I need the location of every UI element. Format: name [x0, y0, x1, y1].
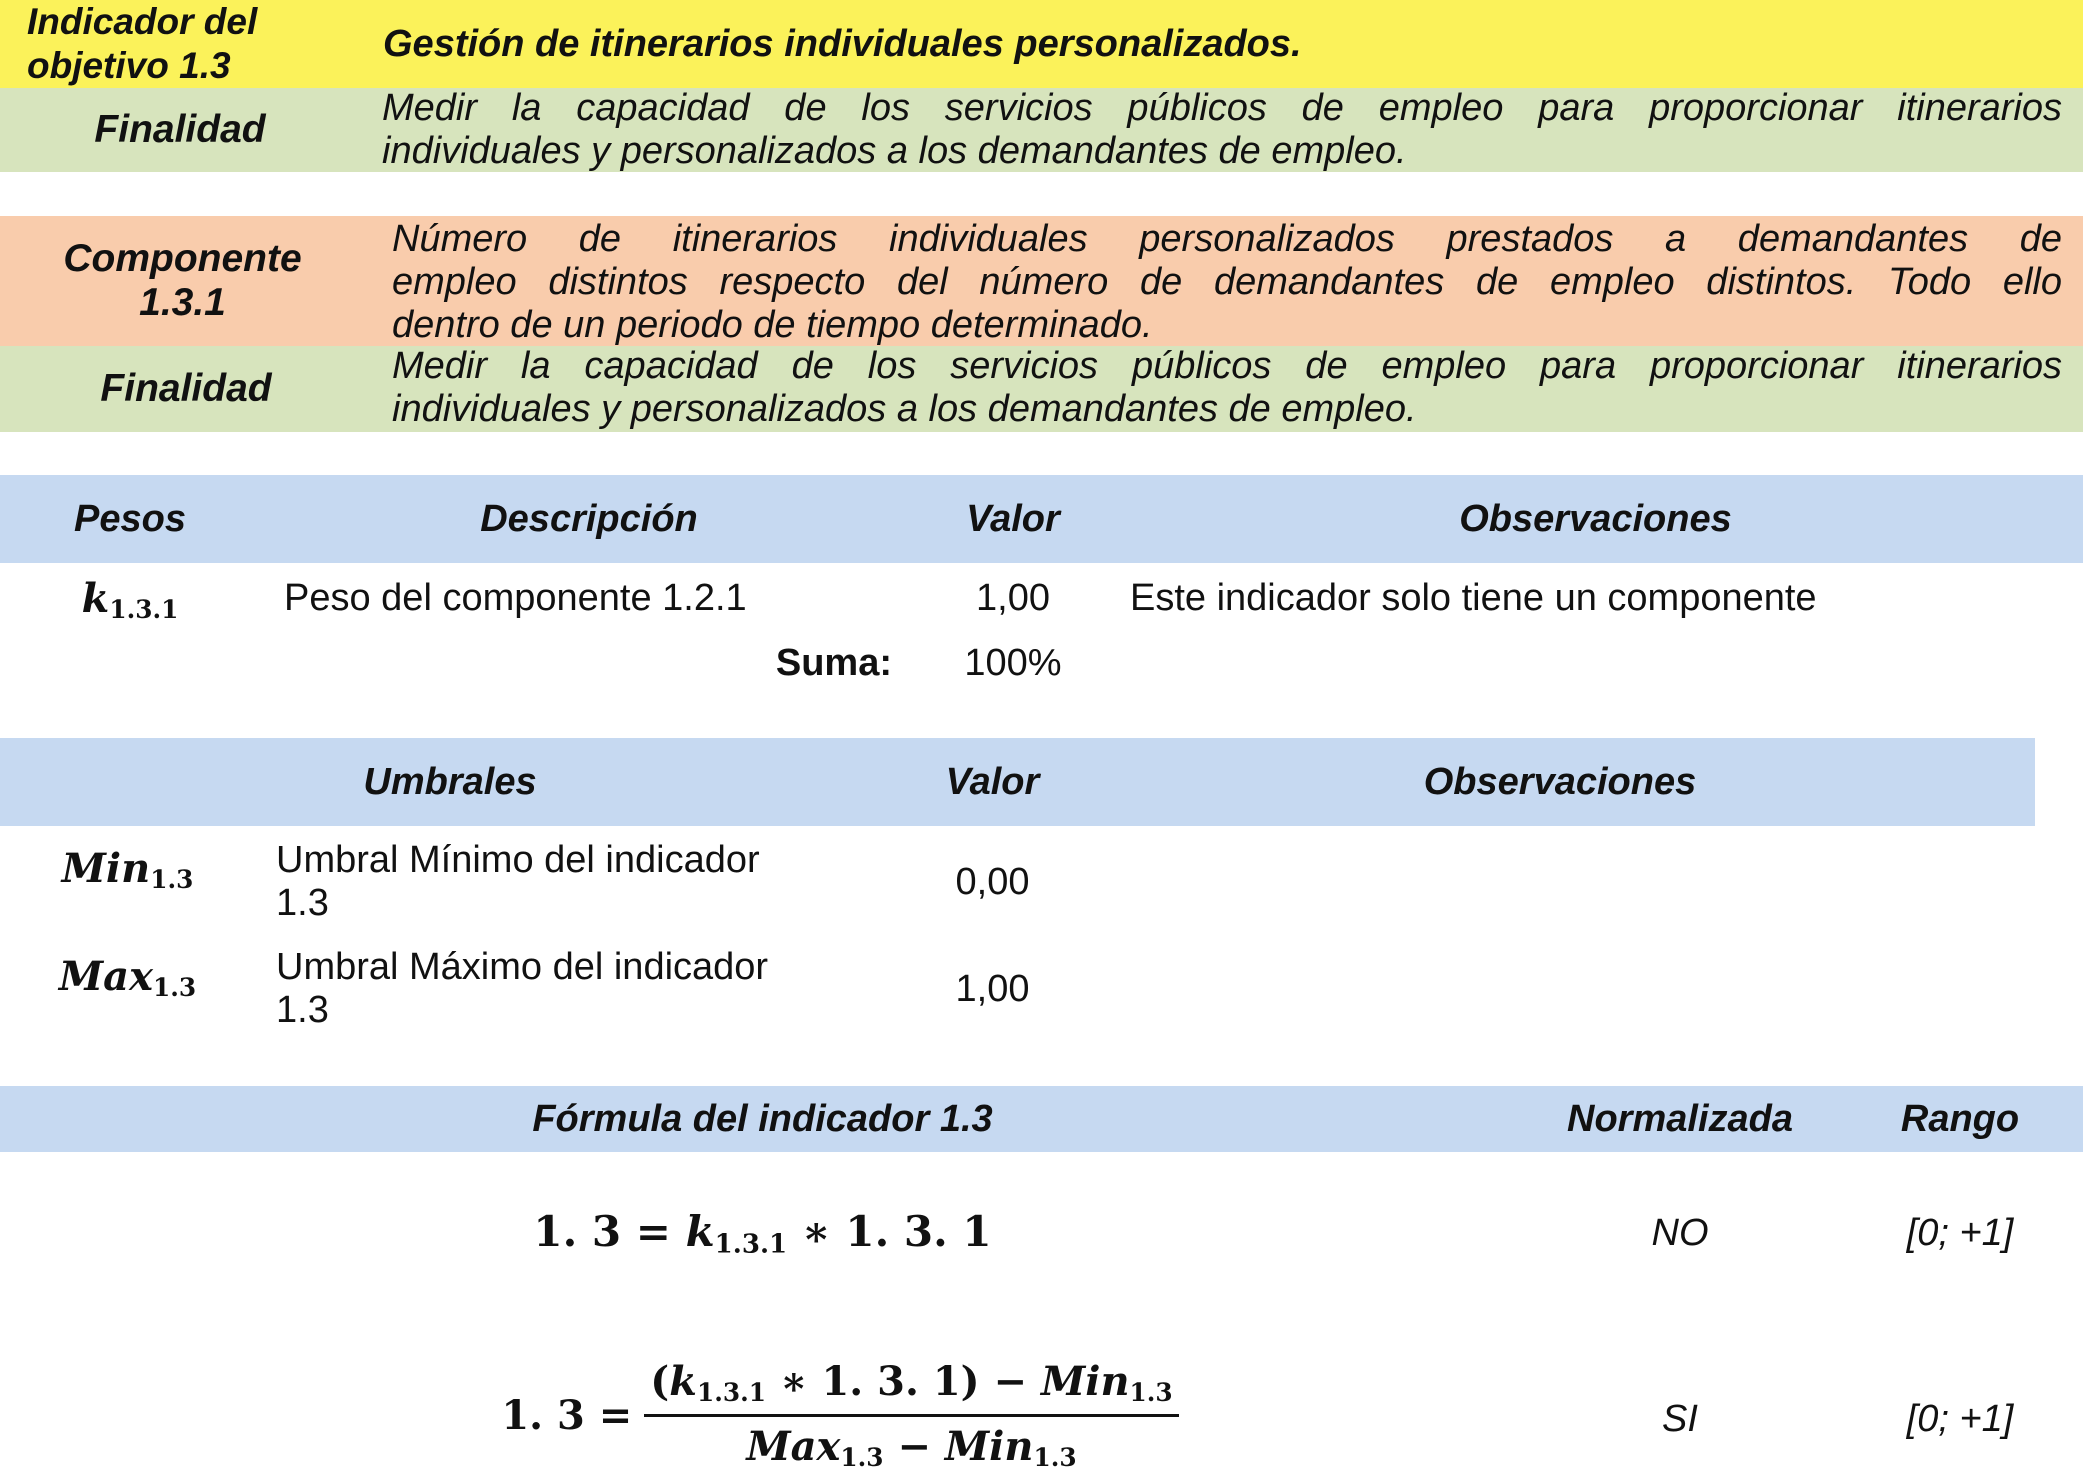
formula-header-formula: Fórmula del indicador 1.3: [532, 1097, 993, 1140]
weights-sum-value: 100%: [964, 641, 1062, 684]
weight-description: Peso del componente 1.2.1: [284, 577, 747, 619]
weight-symbol: $k_{1.3.1}$: [81, 575, 179, 625]
component-purpose-label: Finalidad: [100, 367, 272, 410]
indicator-label: Indicador del objetivo 1.3: [27, 1, 258, 86]
thresholds-header-umbrales: Umbrales: [363, 760, 537, 803]
threshold-min-symbol: Min$_{1.3}$: [61, 845, 194, 895]
component-label: Componente 1.3.1: [63, 237, 302, 324]
threshold-max-description: Umbral Máximo del indicador 1.3: [276, 946, 769, 1031]
formula-plain: 1. $3 = k_{1.3.1}$ ∗ 1. 3. 1: [533, 1206, 992, 1260]
thresholds-header-valor: Valor: [945, 760, 1040, 803]
formula-plain-rango: [0; +1]: [1906, 1211, 2014, 1254]
component-purpose-text: Medir la capacidad de los servicios públicos de empleo para proporcionar itinerarios individuales y personalizados a los demandantes de empleo.: [392, 345, 2062, 430]
weights-sum-label: Suma:: [775, 642, 892, 684]
objective-purpose-text: Medir la capacidad de los servicios públicos de empleo para proporcionar itinerarios individuales y personalizados a los demandantes de empleo.: [382, 87, 2062, 172]
thresholds-header-observaciones: Observaciones: [1423, 760, 1697, 803]
weights-header-valor: Valor: [966, 497, 1060, 540]
indicator-title: Gestión de itinerarios individuales personalizados.: [383, 22, 1302, 65]
weight-observation: Este indicador solo tiene un componente: [1130, 577, 1817, 619]
weights-header-descripcion: Descripción: [480, 497, 698, 540]
threshold-min-value: 0,00: [955, 860, 1030, 903]
formula-plain-normalizada: NO: [1651, 1211, 1709, 1254]
threshold-max-symbol: Max$_{1.3}$: [58, 953, 197, 1003]
objective-purpose-label: Finalidad: [94, 108, 266, 151]
formula-normalized: 1. 3 = $\frac{(k_{1.3.1} ∗ 1. 3. 1) - Min_{1.3}}{Max_{1.3} - Min_{1.3}}$: [0, 1360, 1680, 1470]
weights-header-observaciones: Observaciones: [1459, 497, 1732, 540]
threshold-min-description: Umbral Mínimo del indicador 1.3: [276, 839, 760, 924]
threshold-max-value: 1,00: [955, 967, 1030, 1010]
formula-header-rango: Rango: [1900, 1097, 2020, 1140]
weight-value: 1,00: [976, 576, 1050, 619]
formula-normalized-rango: [0; +1]: [1906, 1397, 2014, 1440]
formula-header-normalizada: Normalizada: [1567, 1097, 1793, 1140]
formula-normalized-normalizada: SI: [1662, 1397, 1698, 1440]
weights-header-pesos: Pesos: [74, 497, 186, 540]
component-description: Número de itinerarios individuales personalizados prestados a demandantes de empleo distintos respecto del número de demandantes de empleo distintos. Todo ello dentro de un periodo de tiempo determinado.: [392, 218, 2062, 346]
